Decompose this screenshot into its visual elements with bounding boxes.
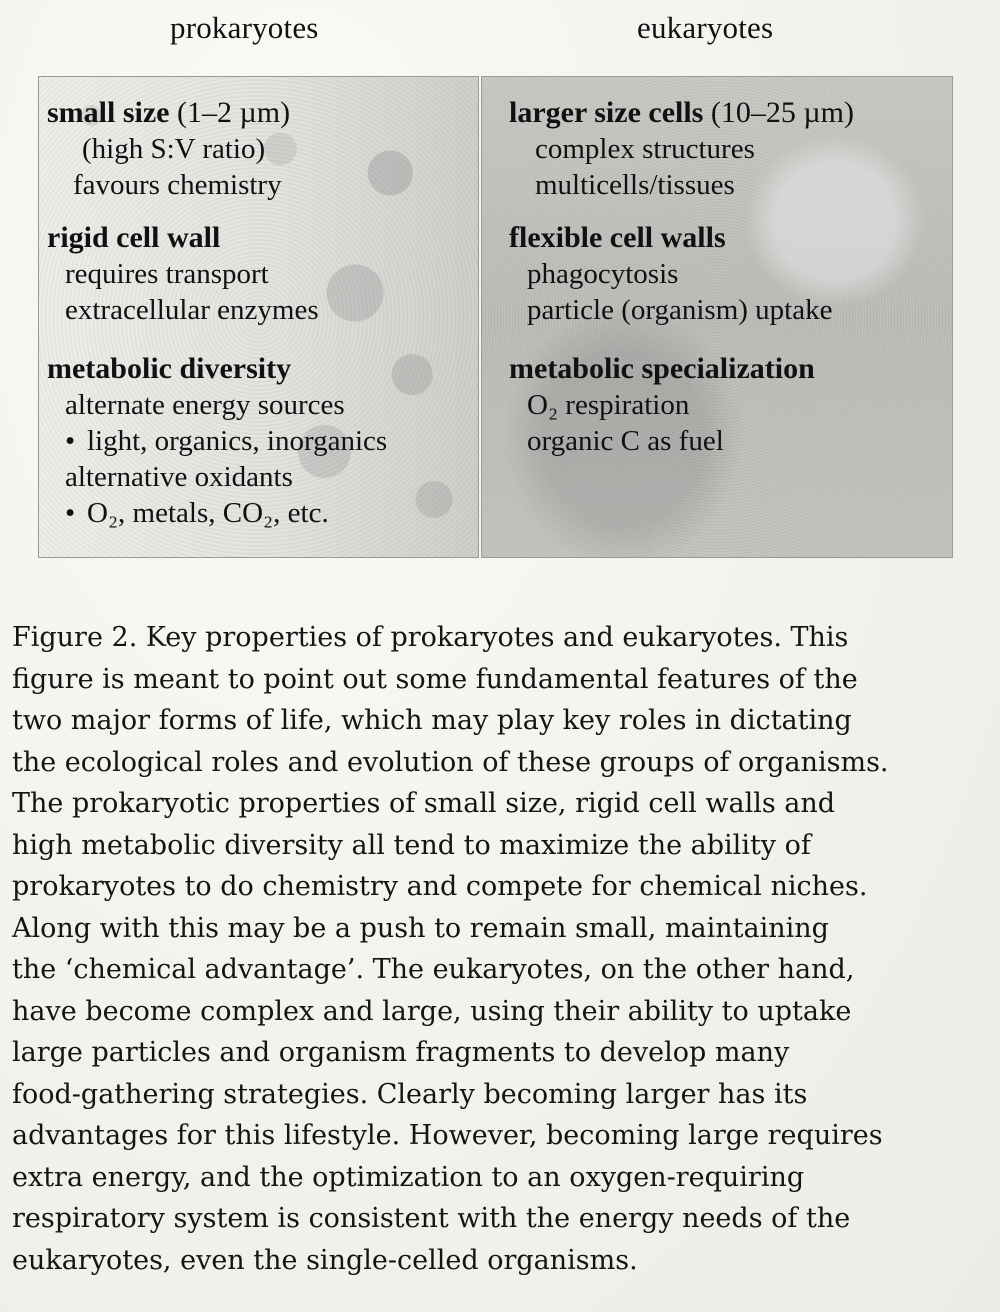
section-title: metabolic diversity <box>47 352 292 385</box>
section-line: favours chemistry <box>73 169 282 201</box>
section-line: O₂ respiration <box>527 389 690 421</box>
caption-line: prokaryotes to do chemistry and compete for chemical niches. <box>12 871 868 902</box>
section-line: extracellular enzymes <box>65 294 319 326</box>
caption-line: extra energy, and the optimization to an oxygen-requiring <box>12 1161 805 1193</box>
figure-caption <box>12 617 982 1281</box>
eukaryotes-panel <box>481 76 953 558</box>
bullet-line <box>47 495 387 531</box>
caption-line: have become complex and large, using their ability to uptake <box>12 995 852 1027</box>
bullet-text: O₂, metals, CO₂, etc. <box>87 497 329 529</box>
section-title: flexible cell walls <box>509 221 726 254</box>
eukaryotes-heading: eukaryotes <box>637 10 774 45</box>
caption-line: advantages for this lifestyle. However, becoming large requires <box>12 1120 883 1151</box>
caption-line: respiratory system is consistent with the energy needs of the <box>12 1203 851 1234</box>
section-line: complex structures <box>535 133 755 165</box>
section-line: alternate energy sources <box>65 389 345 421</box>
prokaryotes-heading: prokaryotes <box>170 10 319 45</box>
caption-line: large particles and organism fragments to develop many <box>12 1037 790 1068</box>
section-line: particle (organism) uptake <box>527 294 833 326</box>
caption-line: Figure 2. Key properties of prokaryotes and eukaryotes. This <box>12 622 849 653</box>
caption-line: high metabolic diversity all tend to maximize the ability of <box>12 829 811 861</box>
section-title <box>509 95 854 131</box>
section-title-suffix: (1–2 µm) <box>176 96 291 129</box>
caption-line: food-gathering strategies. Clearly becoming larger has its <box>12 1078 808 1110</box>
section-title-text: larger size cells <box>509 96 704 129</box>
prokaryote-size-section <box>47 95 290 203</box>
bullet-text: light, organics, inorganics <box>87 425 388 457</box>
section-title-suffix: (10–25 µm) <box>710 96 854 129</box>
eukaryote-metabolism-section <box>509 351 815 459</box>
caption-line: eukaryotes, even the single-celled organisms. <box>12 1244 638 1276</box>
caption-line: figure is meant to point out some fundamental features of the <box>12 663 858 695</box>
bullet-icon: • <box>65 497 76 529</box>
section-line: phagocytosis <box>527 258 679 290</box>
section-title-text: small size <box>47 96 170 129</box>
section-line: organic C as fuel <box>527 425 724 457</box>
section-title <box>47 95 290 131</box>
caption-line: the ecological roles and evolution of these groups of organisms. <box>12 746 889 778</box>
section-title: rigid cell wall <box>47 221 221 254</box>
section-line: requires transport <box>65 258 269 290</box>
eukaryote-size-section <box>509 95 854 203</box>
section-line: alternative oxidants <box>65 461 293 493</box>
section-line: (high S:V ratio) <box>82 133 266 165</box>
section-title: metabolic specialization <box>509 352 815 385</box>
bullet-icon: • <box>65 425 76 457</box>
caption-line: the ‘chemical advantage’. The eukaryotes, on the other hand, <box>12 954 855 985</box>
prokaryote-wall-section <box>47 220 319 328</box>
caption-line: The prokaryotic properties of small size, rigid cell walls and <box>12 788 836 819</box>
caption-line: Along with this may be a push to remain small, maintaining <box>12 912 829 944</box>
bullet-line <box>47 423 387 459</box>
prokaryotes-panel <box>38 76 479 558</box>
eukaryote-wall-section <box>509 220 832 328</box>
caption-line: two major forms of life, which may play key roles in dictating <box>12 705 852 736</box>
section-line: multicells/tissues <box>535 169 735 201</box>
prokaryote-metabolism-section <box>47 351 387 531</box>
